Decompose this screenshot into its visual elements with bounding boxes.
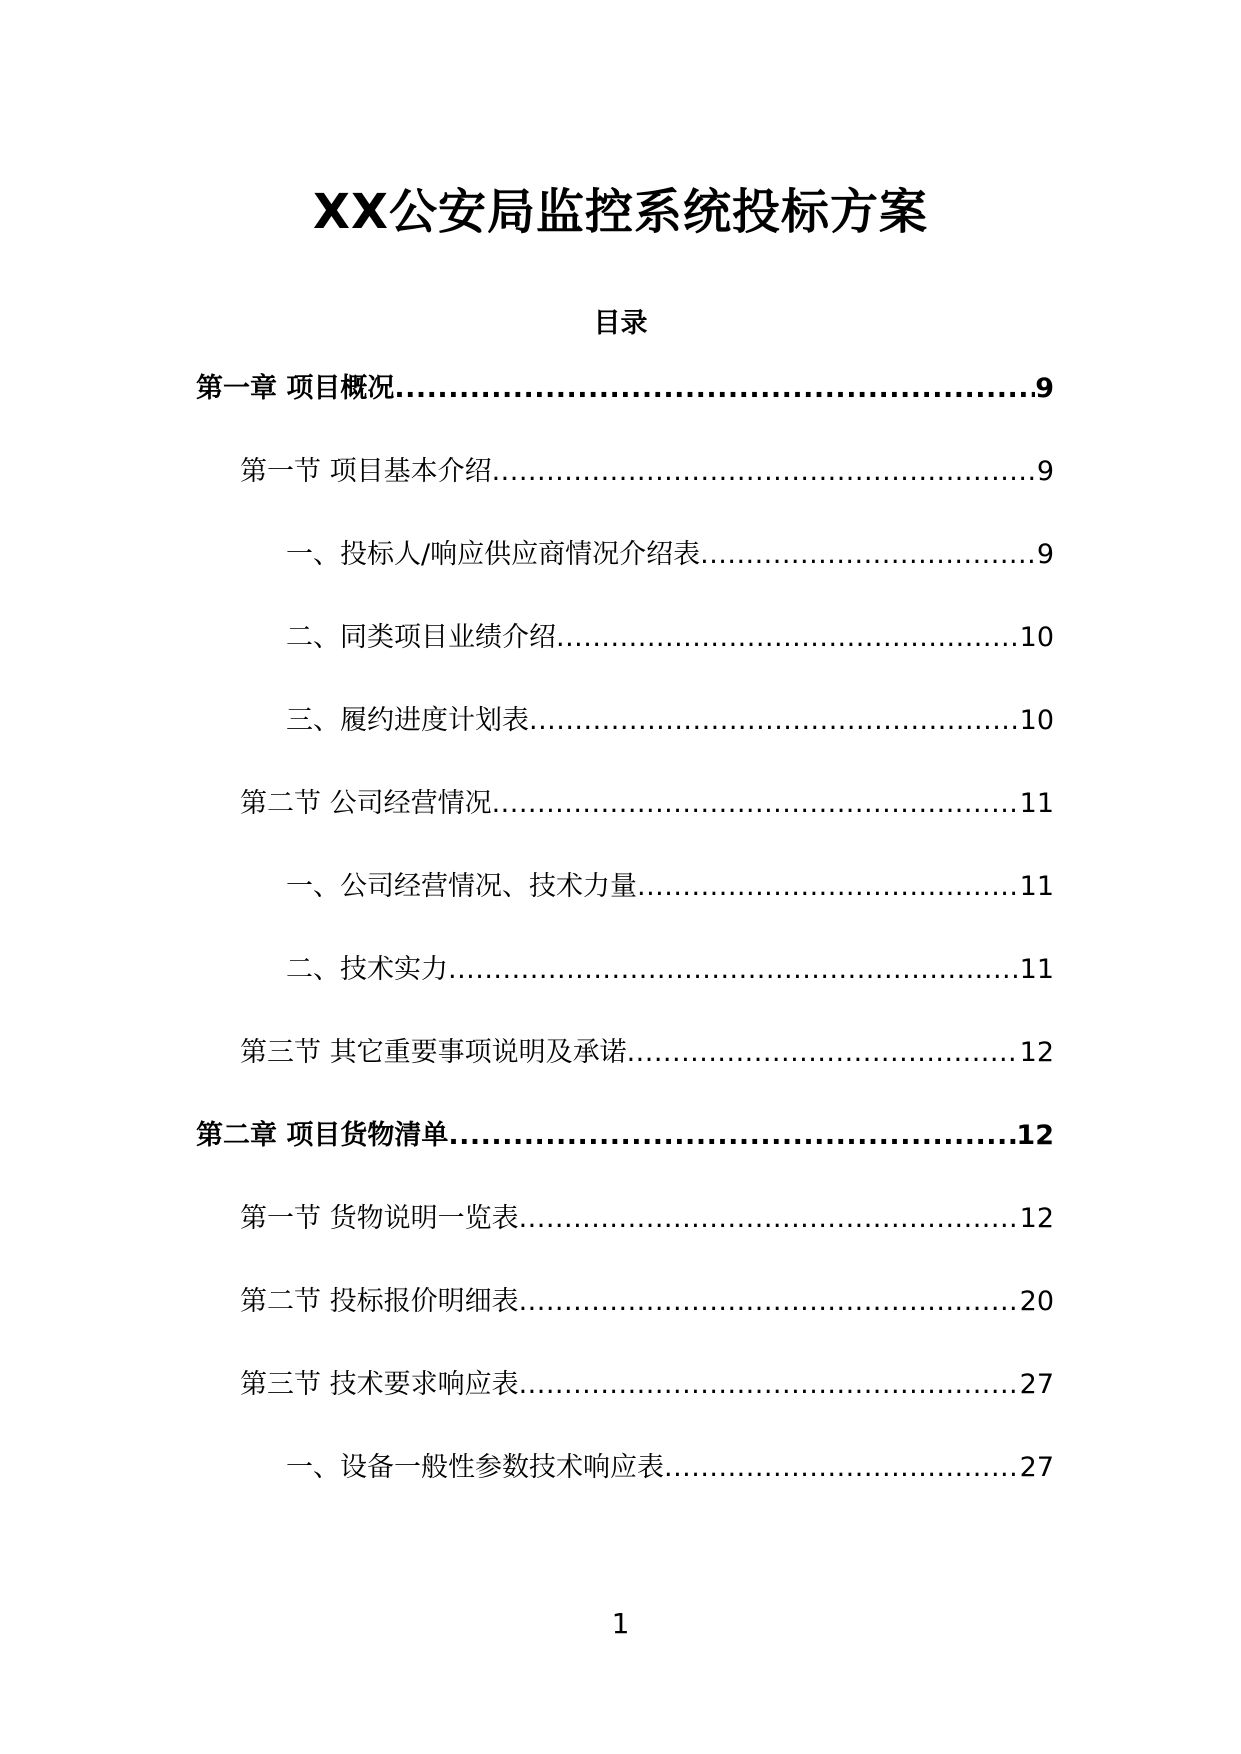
toc-entry-chapter[interactable]	[196, 367, 1054, 411]
toc-entry-subsection[interactable]	[286, 699, 1054, 743]
toc-entry-label: 第一章 项目概况	[196, 373, 395, 404]
toc-entry-subsection[interactable]	[286, 865, 1054, 909]
toc-entry-page: 12	[1016, 1120, 1054, 1151]
document-title: XX公安局监控系统投标方案	[312, 184, 929, 240]
toc-entry-page: 11	[1019, 954, 1054, 985]
toc-entry-page: 20	[1019, 1286, 1054, 1317]
toc-dot-leader	[529, 699, 1020, 743]
toc-entry-section[interactable]	[240, 450, 1054, 494]
toc-dot-leader	[664, 1446, 1020, 1490]
toc-dot-leader	[448, 948, 1020, 992]
toc-entry-section[interactable]	[240, 1363, 1054, 1407]
toc-entry-section[interactable]	[240, 1197, 1054, 1241]
toc-entry-section[interactable]	[240, 782, 1054, 826]
toc-entry-subsection[interactable]	[286, 948, 1054, 992]
toc-entry-page: 12	[1019, 1037, 1054, 1068]
toc-heading: 目录	[593, 308, 648, 339]
toc-dot-leader	[519, 1280, 1020, 1324]
toc-entry-label: 二、同类项目业绩介绍	[286, 622, 556, 653]
toc-entry-page: 27	[1019, 1452, 1054, 1483]
toc-entry-page: 11	[1019, 871, 1054, 902]
toc-entry-section[interactable]	[240, 1031, 1054, 1075]
toc-dot-leader	[394, 367, 1035, 411]
toc-dot-leader	[700, 533, 1037, 577]
toc-dot-leader	[519, 1197, 1020, 1241]
toc-entry-chapter[interactable]	[196, 1114, 1054, 1158]
toc-entry-label: 第三节 其它重要事项说明及承诺	[240, 1037, 627, 1068]
toc-entry-label: 一、公司经营情况、技术力量	[286, 871, 637, 902]
toc-entry-label: 一、设备一般性参数技术响应表	[286, 1452, 664, 1483]
toc-entry-subsection[interactable]	[286, 616, 1054, 660]
toc-dot-leader	[492, 782, 1020, 826]
toc-entry-page: 12	[1019, 1203, 1054, 1234]
toc-entry-subsection[interactable]	[286, 1446, 1054, 1490]
toc-entry-label: 一、投标人/响应供应商情况介绍表	[286, 539, 701, 570]
toc-dot-leader	[627, 1031, 1020, 1075]
toc-entry-page: 9	[1036, 456, 1054, 487]
toc-entry-section[interactable]	[240, 1280, 1054, 1324]
toc-entry-page: 10	[1019, 705, 1054, 736]
toc-entry-page: 11	[1019, 788, 1054, 819]
toc-entry-label: 第二节 公司经营情况	[240, 788, 492, 819]
toc-entry-page: 27	[1019, 1369, 1054, 1400]
toc-entry-label: 第二节 投标报价明细表	[240, 1286, 519, 1317]
toc-dot-leader	[492, 450, 1037, 494]
toc-entry-page: 9	[1036, 539, 1054, 570]
toc-dot-leader	[448, 1114, 1016, 1158]
toc-entry-label: 第一节 项目基本介绍	[240, 456, 492, 487]
toc-entry-label: 第二章 项目货物清单	[196, 1120, 449, 1151]
toc-entry-subsection[interactable]	[286, 533, 1054, 577]
toc-entry-page: 10	[1019, 622, 1054, 653]
toc-entry-page: 9	[1035, 373, 1054, 404]
page-number: 1	[611, 1607, 630, 1640]
toc-dot-leader	[519, 1363, 1020, 1407]
toc-entry-label: 三、履约进度计划表	[286, 705, 529, 736]
toc-entry-label: 第一节 货物说明一览表	[240, 1203, 519, 1234]
toc-dot-leader	[637, 865, 1020, 909]
toc-entry-label: 二、技术实力	[286, 954, 448, 985]
toc-entry-label: 第三节 技术要求响应表	[240, 1369, 519, 1400]
toc-dot-leader	[556, 616, 1020, 660]
